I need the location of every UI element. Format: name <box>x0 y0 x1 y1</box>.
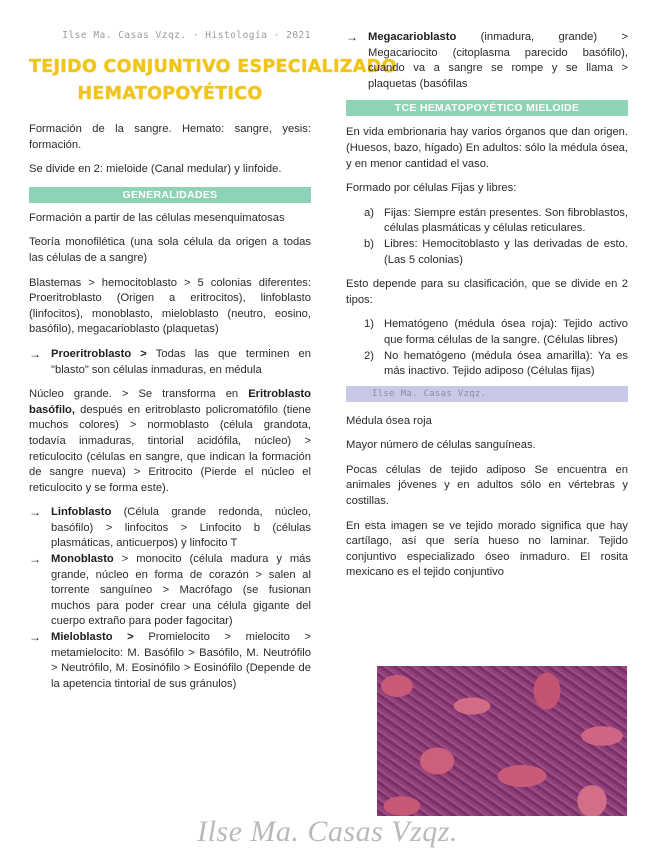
medula-roja-paragraph-2: Pocas células de tejido adiposo Se encuentra en animales jóvenes y en adultos sólo en vértebras y costillas. <box>346 463 628 508</box>
intro-paragraph-1: Formación de la sangre. Hemato: sangre, yesis: formación. <box>29 123 311 151</box>
proeritroblasto-term: Proeritroblasto > <box>51 347 147 360</box>
histology-micrograph <box>377 666 627 816</box>
proeritroblasto-desc: Todas las que terminen en "blasto" son células inmaduras, en médula <box>51 347 311 376</box>
monoblasto-term: Monoblasto <box>51 553 114 566</box>
list-label: 2) <box>364 349 374 362</box>
section-bar-generalidades: GENERALIDADES <box>29 187 311 203</box>
nucleo-desc: después en eritroblasto policromatófilo (tiene muchos colores) > normoblasto (célula grandota, todavía inmaduras, tintorial acidófila, núcleo) > reticulocito (células en sangre, que indican la formación de sangre nueva) > Eritrocito (Pierde el núcleo el reticulocito y se forma este). <box>29 403 311 494</box>
arrow-right-icon: → <box>346 30 358 44</box>
gen-paragraph-2: Teoría monofilética (una sola célula da origen a todas las células de a sangre) <box>29 236 311 264</box>
medula-roja-paragraph-3: En esta imagen se ve tejido morado significa que hay cartílago, así que sería hueso no laminar. Tejido conjuntivo especializado óseo inmaduro. El rosita mexicano es el tejido conjuntivo <box>346 519 628 579</box>
megacarioblasto-item <box>346 30 628 92</box>
megacarioblasto-desc: (inmadura, grande) > Megacariocito (citoplasma parecido basófilo), cuando va a sangre se rompe y se llama > plaquetas (basófilas <box>368 31 628 90</box>
linfoblasto-term: Linfoblasto <box>51 506 112 519</box>
monoblasto-item <box>29 552 311 630</box>
header-course-line: Ilse Ma. Casas Vzqz. · Histología · 2021 <box>62 30 311 41</box>
list-text: No hematógeno (médula ósea amarilla): Ya es más inactivo. Tejido adiposo (Células fijas) <box>384 349 628 378</box>
arrow-right-icon: → <box>29 505 41 520</box>
section-bar-lavender: Ilse Ma. Casas Vzqz. <box>346 386 628 402</box>
medula-roja-paragraph-1: Mayor número de células sanguíneas. <box>346 439 536 452</box>
section-bar-mieloide: TCE HEMATOPOYÉTICO MIELOIDE <box>346 100 628 116</box>
list-item <box>346 317 628 348</box>
mieloide-paragraph-3: Esto depende para su clasificación, que se divide en 2 tipos: <box>346 278 628 306</box>
linfoblasto-desc: (Célula grande redonda, núcleo, basófilo) > linfocitos > Linfocito b (células plasmáticas, anticuerpos) y linfocito T <box>51 506 311 550</box>
mieloblasto-item <box>29 630 311 692</box>
mieloblasto-desc: Promielocito > mielocito > metamielocito: M. Basófilo > Basófilo, M. Neutrófilo > Neutrófilo, M. Eosinófilo > Eosinófilo (Depende de la apetencia tintorial de sus gránulos) <box>51 631 311 690</box>
title-line-1: TEJIDO CONJUNTIVO ESPECIALIZADO <box>29 57 397 77</box>
title-line-2: HEMATOPOYÉTICO <box>77 84 263 104</box>
mieloide-paragraph-2: Formado por células Fijas y libres: <box>346 182 517 195</box>
proeritroblasto-item <box>29 347 311 378</box>
list-label: a) <box>364 206 374 219</box>
list-item <box>346 349 628 380</box>
cell-types-list <box>346 206 628 268</box>
list-text: Fijas: Siempre están presentes. Son fibroblastos, células plasmáticas y células reticulares. <box>384 206 628 235</box>
mieloblasto-term: Mieloblasto > <box>51 631 134 644</box>
list-label: 1) <box>364 318 374 331</box>
monoblasto-desc: > monocito (célula madura y más grande, núcleo en forma de corazón > salen al torrente sanguíneo > Macrófago (se fusionan muchos para poder crear una célula gigante del cuerpo extraño para poder fagocitar) <box>51 553 311 628</box>
nucleo-paragraph <box>29 387 311 496</box>
author-watermark: Ilse Ma. Casas Vzqz. <box>197 815 458 848</box>
list-label: b) <box>364 237 374 250</box>
eritroblasto-term: Eritroblasto basófilo, <box>29 388 311 416</box>
right-column <box>346 30 628 581</box>
intro-paragraph-2: Se divide en 2: mieloide (Canal medular) y linfoide. <box>29 163 282 176</box>
list-item <box>346 237 628 268</box>
arrow-right-icon: → <box>29 630 41 645</box>
list-text: Libres: Hemocitoblasto y las derivadas de esto. (Las 5 colonias) <box>384 237 628 266</box>
list-text: Hematógeno (médula ósea roja): Tejido activo que forma células de la sangre. (Células libres) <box>384 318 628 346</box>
megacarioblasto-term: Megacarioblasto <box>368 31 457 43</box>
list-item <box>346 206 628 237</box>
gen-paragraph-1: Formación a partir de las células mesenquimatosas <box>29 211 285 224</box>
nucleo-intro: Núcleo grande. > Se transforma en <box>29 388 249 401</box>
gen-paragraph-3: Blastemas > hemocitoblasto > 5 colonias diferentes: Proeritroblasto (Origen a eritrocitos), linfoblasto (linfocitos), monoblasto, mieloblasto (neutro, eosino, basófilo), megacarioblasto (plaquetas) <box>29 276 311 336</box>
arrow-right-icon: → <box>29 346 41 361</box>
medula-roja-heading: Médula ósea roja <box>346 414 432 427</box>
page-title <box>29 54 397 108</box>
linfoblasto-item <box>29 505 311 552</box>
marrow-types-list <box>346 317 628 379</box>
arrow-right-icon: → <box>29 552 41 567</box>
mieloide-paragraph-1: En vida embrionaria hay varios órganos que dan origen. (Huesos, bazo, hígado) En adultos: sólo la médula ósea, y en menor cantidad el vaso. <box>346 126 628 170</box>
